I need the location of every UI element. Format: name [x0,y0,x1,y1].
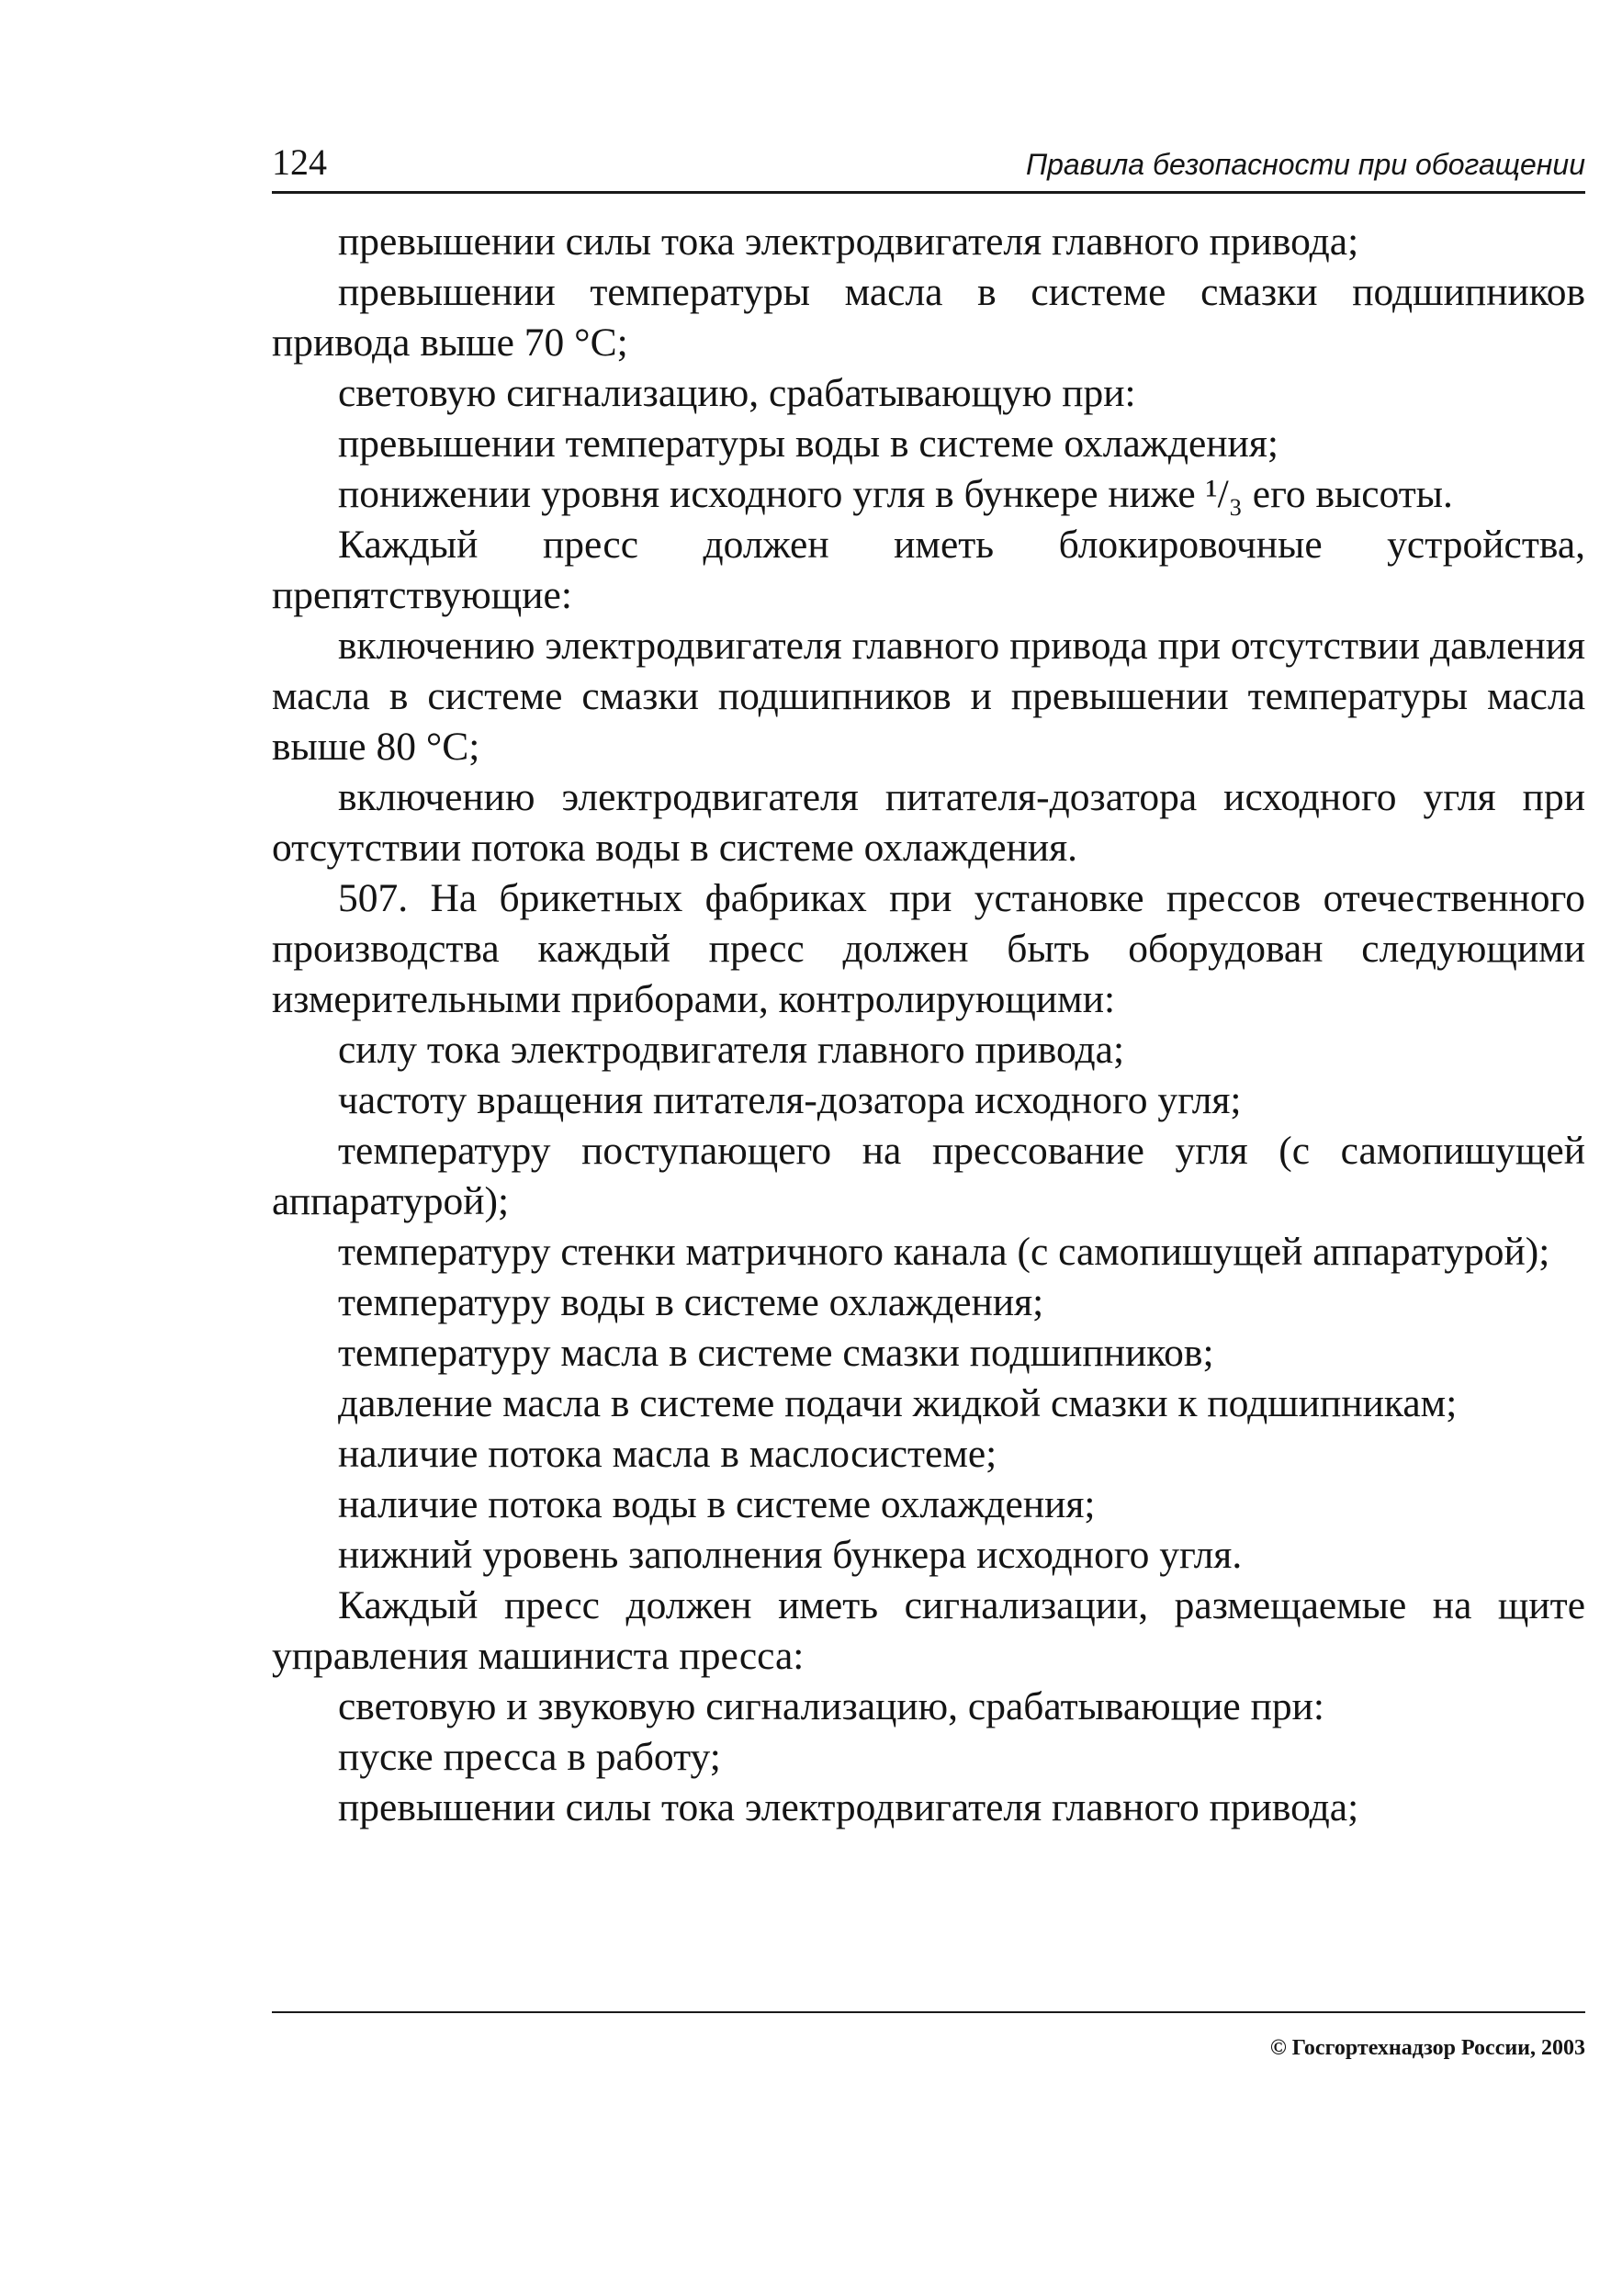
paragraph: понижении уровня исходного угля в бункере ниже ¹/₃ его высоты. [338,472,1453,516]
paragraph: пуске пресса в работу; [338,1735,721,1779]
paragraph: наличие потока масла в маслосистеме; [338,1432,997,1476]
paragraph: частоту вращения питателя-дозатора исходного угля; [338,1078,1242,1122]
footer-divider [272,2011,1585,2013]
page-number: 124 [272,141,327,183]
paragraph: включению электродвигателя главного привода при отсутствии давления масла в системе смазки подшипников и превышении температуры масла выше 80 °С; [272,624,1585,769]
paragraph: превышении силы тока электродвигателя главного привода; [338,1785,1359,1829]
paragraph: наличие потока воды в системе охлаждения; [338,1482,1096,1526]
page-header [272,138,1585,189]
paragraph: температуру стенки матричного канала (с самопишущей аппаратурой); [338,1230,1550,1274]
paragraph: Каждый пресс должен иметь блокировочные устройства, препятствующие: [272,523,1585,617]
paragraph: световую сигнализацию, срабатывающую при: [338,371,1136,415]
body-text [272,217,1585,1833]
paragraph: температуру масла в системе смазки подшипников; [338,1331,1214,1375]
running-title: Правила безопасности при обогащении [1025,148,1585,181]
paragraph: температуру воды в системе охлаждения; [338,1280,1044,1324]
paragraph: давление масла в системе подачи жидкой смазки к подшипникам; [338,1381,1458,1425]
paragraph: превышении температуры воды в системе охлаждения; [338,422,1278,466]
paragraph: световую и звуковую сигнализацию, срабатывающие при: [338,1684,1324,1728]
paragraph: включению электродвигателя питателя-дозатора исходного угля при отсутствии потока воды в системе охлаждения. [272,775,1585,870]
paragraph: Каждый пресс должен иметь сигнализации, размещаемые на щите управления машиниста пресса: [272,1583,1585,1678]
paragraph: превышении силы тока электродвигателя главного привода; [338,219,1359,264]
paragraph: нижний уровень заполнения бункера исходного угля. [338,1533,1243,1577]
paragraph: силу тока электродвигателя главного привода; [338,1028,1125,1072]
paragraph: температуру поступающего на прессование угля (с самопишущей аппаратурой); [272,1129,1585,1223]
paragraph-section-507: 507. На брикетных фабриках при установке прессов отечественного производства каждый пресс должен быть оборудован следующими измерительными приборами, контролирующими: [272,876,1585,1021]
copyright-notice: © Госгортехнадзор России, 2003 [1269,2036,1585,2060]
header-divider [272,191,1585,194]
paragraph: превышении температуры масла в системе смазки подшипников привода выше 70 °С; [272,270,1585,365]
